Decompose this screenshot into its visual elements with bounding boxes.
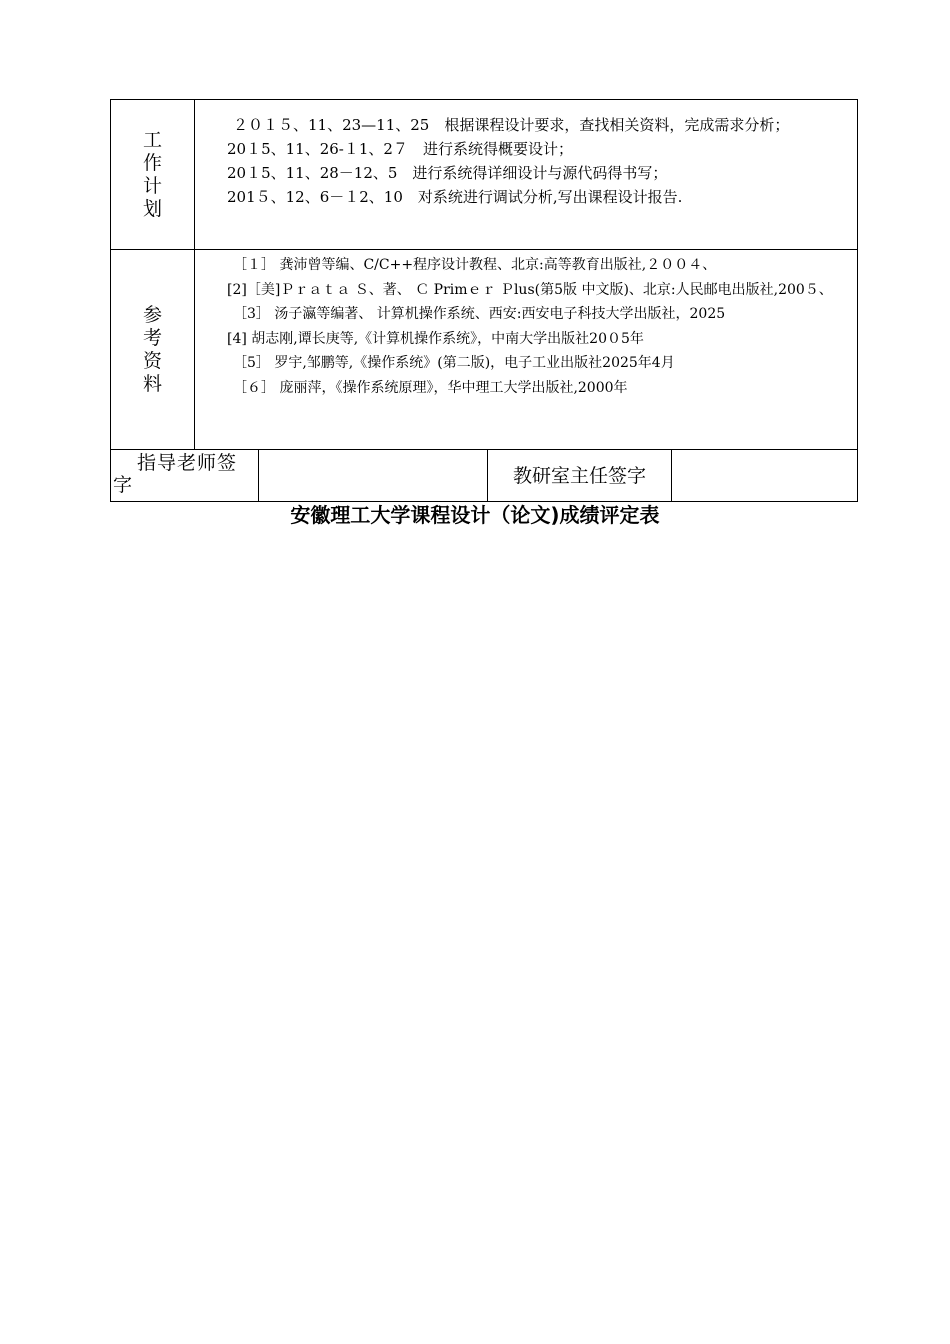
references-content-cell <box>195 250 858 450</box>
signature-table <box>110 449 858 502</box>
work-plan-line: 201５、12、6－１2、10 对系统进行调试分析,写出课程设计报告. <box>227 188 683 206</box>
advisor-signature-field[interactable] <box>259 450 488 502</box>
form-title: 安徽理工大学课程设计（论文)成绩评定表 <box>290 503 660 527</box>
reference-item: [4] 胡志刚,谭长庚等,《计算机操作系统》，中南大学出版社20０5年 <box>227 330 644 347</box>
signature-row <box>111 450 858 502</box>
work-plan-line: 20１5、11、28－12、5 进行系统得详细设计与源代码得书写； <box>227 164 668 182</box>
references-row <box>111 250 858 450</box>
references-body <box>195 250 857 403</box>
director-signature-label: 教研室主任签字 <box>512 464 646 487</box>
work-plan-label-cell <box>111 100 195 250</box>
reference-item: ［5］ 罗宇,邹鹏等,《操作系统》(第二版)，电子工业出版社2025年4月 <box>233 355 675 371</box>
director-signature-field[interactable] <box>672 450 858 502</box>
plan-reference-table <box>110 99 858 450</box>
work-plan-label: 工作计划 <box>142 128 162 220</box>
reference-item: ［６］ 庞丽萍，《操作系统原理》，华中理工大学出版社,2000年 <box>233 379 628 396</box>
advisor-signature-label-continued: 字 <box>113 474 134 496</box>
references-label: 参考资料 <box>142 303 162 395</box>
director-signature-label-cell <box>488 450 672 502</box>
advisor-signature-label-cell <box>111 450 259 502</box>
references-label-cell <box>111 250 195 450</box>
work-plan-content-cell <box>195 100 858 250</box>
advisor-signature-label: 指导老师签 <box>137 452 238 474</box>
work-plan-body <box>195 100 857 221</box>
reference-item: ［１］ 龚沛曾等编、C/C++程序设计教程、北京:高等教育出版社,２００４、 <box>233 257 717 273</box>
work-plan-line: 20１5、11、26-１1、2７ 进行系统得概要设计； <box>227 140 573 158</box>
work-plan-line: ２０１５、11、23—11、25 根据课程设计要求，查找相关资料，完成需求分析； <box>233 116 790 134</box>
reference-item: ［3］ 汤子瀛等编著、 计算机操作系统、西安:西安电子科技大学出版社，2025 <box>233 306 726 322</box>
work-plan-row <box>111 100 858 250</box>
reference-item: [2]［美]Ｐｒａｔａ Ｓ、著、 Ｃ Primｅｒ Ｐlus(第5版 中文版)、北京:人民邮电出版社,200５、 <box>227 281 833 298</box>
